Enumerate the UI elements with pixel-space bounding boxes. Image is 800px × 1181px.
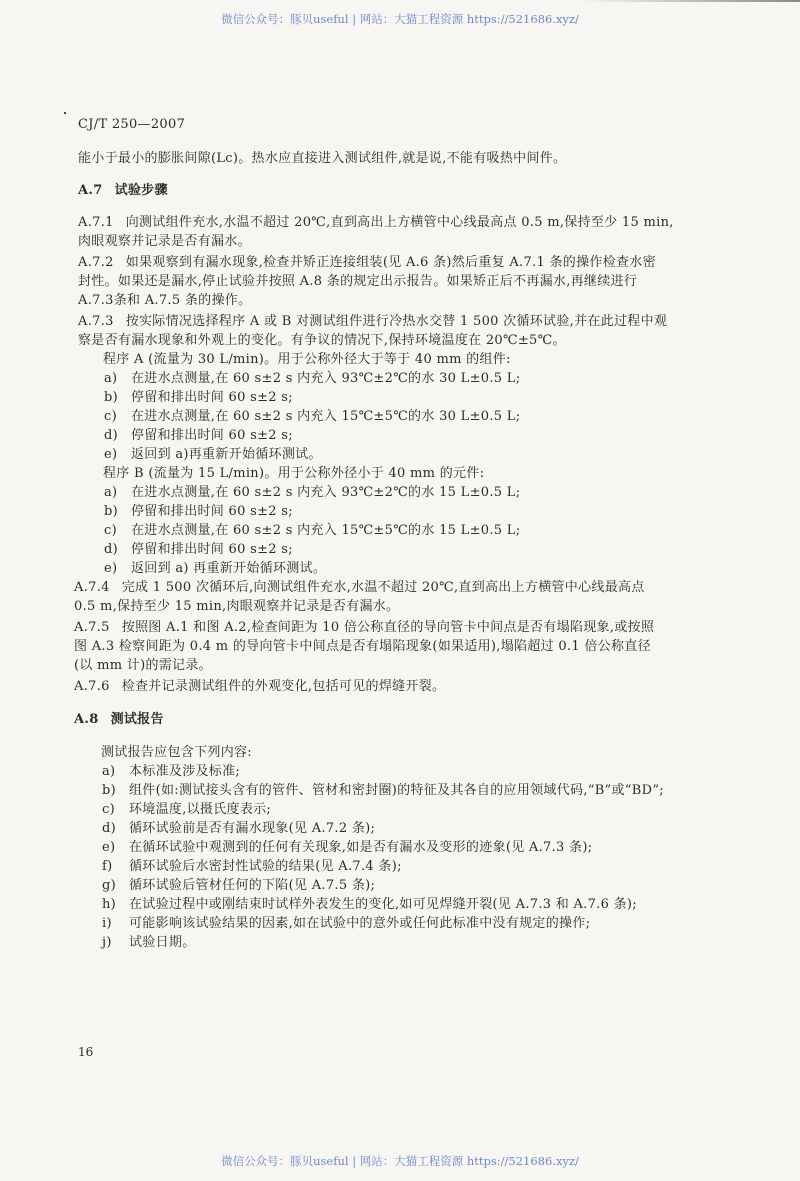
line-text: 试验日期。 bbox=[129, 935, 196, 950]
line-text: 试验步骤 bbox=[114, 183, 168, 198]
paragraph-line bbox=[78, 292, 251, 310]
list-item bbox=[104, 484, 521, 502]
line-text: 肉眼观察并记录是否有漏水。 bbox=[78, 234, 251, 249]
paragraph-line bbox=[78, 254, 656, 272]
list-item-label: b) bbox=[102, 783, 116, 798]
list-item-label: d) bbox=[102, 821, 116, 836]
line-text: 封性。如果还是漏水,停止试验并按照 A.8 条的规定出示报告。如果矫正后不再漏水,再继续进行 bbox=[78, 274, 638, 289]
paragraph-line bbox=[78, 332, 566, 350]
clause-number: A.7.3 bbox=[78, 314, 114, 329]
clause-number: A.7.4 bbox=[74, 580, 110, 595]
clause-number: A.8 bbox=[74, 712, 99, 727]
line-text: 向测试组件充水,水温不超过 20℃,直到高出上方横管中心线最高点 0.5 m,保持至少 15 min, bbox=[125, 215, 674, 230]
list-item-label: h) bbox=[102, 897, 117, 912]
list-item bbox=[102, 915, 591, 933]
list-item bbox=[102, 858, 402, 876]
line-text: 测试报告应包含下列内容: bbox=[101, 745, 252, 760]
paragraph-line bbox=[74, 579, 645, 597]
paragraph-line bbox=[78, 233, 251, 251]
list-item bbox=[104, 503, 293, 521]
document-code-header: CJ/T 250—2007 bbox=[78, 117, 186, 132]
line-text: 图 A.3 检察间距为 0.4 m 的导向管卡中间点是否有塌陷现象(如果适用),塌陷超过 0.1 倍公称直径 bbox=[74, 639, 651, 654]
list-item bbox=[102, 801, 272, 819]
list-item-label: e) bbox=[104, 447, 118, 462]
line-text: 环境温度,以摄氏度表示; bbox=[129, 802, 272, 817]
list-item bbox=[102, 934, 196, 952]
line-text: 在试验过程中或刚结束时试样外表发生的变化,如可见焊缝开裂(见 A.7.3 和 A.7.6 条); bbox=[129, 897, 637, 912]
list-item bbox=[104, 560, 327, 578]
list-item bbox=[104, 446, 322, 464]
watermark-top: 微信公众号：豚贝useful | 网站：大猫工程资源 https://521686.xyz/ bbox=[221, 12, 579, 26]
line-text: (以 mm 计)的需记录。 bbox=[74, 658, 212, 673]
paragraph-line bbox=[78, 150, 566, 168]
list-item-label: c) bbox=[104, 409, 117, 424]
line-text: 循环试验后水密封性试验的结果(见 A.7.4 条); bbox=[129, 859, 402, 874]
paragraph-line bbox=[74, 598, 399, 616]
line-text: 检查并记录测试组件的外观变化,包括可见的焊缝开裂。 bbox=[121, 679, 446, 694]
list-item bbox=[102, 839, 593, 857]
list-item bbox=[104, 522, 521, 540]
clause-number: A.7 bbox=[78, 183, 103, 198]
watermark-bottom: 微信公众号：豚贝useful | 网站：大猫工程资源 https://521686.xyz/ bbox=[221, 1154, 579, 1168]
line-text: 在进水点测量,在 60 s±2 s 内充入 93℃±2℃的水 15 L±0.5 L; bbox=[131, 485, 521, 500]
line-text: 程序 A (流量为 30 L/min)。用于公称外径大于等于 40 mm 的组件: bbox=[103, 352, 511, 367]
clause-number: A.7.5 bbox=[74, 620, 110, 635]
list-item bbox=[104, 408, 521, 426]
paragraph-line bbox=[103, 465, 484, 483]
list-item-label: a) bbox=[104, 371, 118, 386]
paragraph-line bbox=[103, 351, 511, 369]
line-text: 如果观察到有漏水现象,检查并矫正连接组装(见 A.6 条)然后重复 A.7.1 条的操作检查水密 bbox=[125, 255, 656, 270]
line-text: 能小于最小的膨胀间隙(Lc)。热水应直接进入测试组件,就是说,不能有吸热中间件。 bbox=[78, 151, 567, 166]
section-heading bbox=[78, 182, 168, 200]
line-text: 按实际情况选择程序 A 或 B 对测试组件进行冷热水交替 1 500 次循环试验,并在此过程中观 bbox=[125, 314, 668, 329]
list-item bbox=[102, 763, 241, 781]
line-text: 在进水点测量,在 60 s±2 s 内充入 15℃±5℃的水 15 L±0.5 L; bbox=[131, 523, 521, 538]
list-item bbox=[104, 427, 293, 445]
line-text: 循环试验后管材任何的下陷(见 A.7.5 条); bbox=[129, 878, 376, 893]
list-item-label: e) bbox=[102, 840, 116, 855]
list-item bbox=[102, 820, 376, 838]
list-item bbox=[102, 782, 664, 800]
paragraph-line bbox=[78, 273, 637, 291]
list-item-label: c) bbox=[104, 523, 117, 538]
list-item-label: e) bbox=[104, 561, 118, 576]
paragraph-line bbox=[74, 657, 212, 675]
clause-number: A.7.1 bbox=[78, 215, 114, 230]
line-text: 0.5 m,保持至少 15 min,肉眼观察并记录是否有漏水。 bbox=[74, 599, 400, 614]
list-item bbox=[104, 541, 293, 559]
line-text: 程序 B (流量为 15 L/min)。用于公称外径小于 40 mm 的元件: bbox=[103, 466, 485, 481]
line-text: 返回到 a) 再重新开始循环测试。 bbox=[131, 561, 327, 576]
list-item-label: f) bbox=[102, 859, 113, 874]
paragraph-line bbox=[74, 638, 651, 656]
section-heading bbox=[74, 711, 164, 729]
scan-speck bbox=[64, 112, 66, 114]
list-item-label: i) bbox=[102, 916, 112, 931]
page-number: 16 bbox=[78, 1045, 94, 1059]
line-text: 可能影响该试验结果的因素,如在试验中的意外或任何此标准中没有规定的操作; bbox=[129, 916, 591, 931]
line-text: 停留和排出时间 60 s±2 s; bbox=[131, 428, 293, 443]
line-text: 在进水点测量,在 60 s±2 s 内充入 93℃±2℃的水 30 L±0.5 L; bbox=[131, 371, 521, 386]
paragraph-line bbox=[74, 619, 654, 637]
list-item-label: c) bbox=[102, 802, 115, 817]
clause-number: A.7.2 bbox=[78, 255, 114, 270]
line-text: 在循环试验中观测到的任何有关现象,如是否有漏水及变形的迹象(见 A.7.3 条); bbox=[129, 840, 593, 855]
list-item-label: j) bbox=[102, 935, 112, 950]
list-item bbox=[102, 877, 376, 895]
paragraph-line bbox=[78, 313, 667, 331]
list-item bbox=[104, 370, 521, 388]
line-text: 停留和排出时间 60 s±2 s; bbox=[131, 390, 293, 405]
paragraph-line bbox=[74, 678, 445, 696]
line-text: A.7.3条和 A.7.5 条的操作。 bbox=[78, 293, 252, 308]
line-text: 按照图 A.1 和图 A.2,检查间距为 10 倍公称直径的导向管卡中间点是否有塌陷现象,或按照 bbox=[121, 620, 655, 635]
list-item-label: a) bbox=[104, 485, 118, 500]
list-item bbox=[104, 389, 293, 407]
list-item-label: b) bbox=[104, 390, 118, 405]
line-text: 在进水点测量,在 60 s±2 s 内充入 15℃±5℃的水 30 L±0.5 L; bbox=[131, 409, 521, 424]
list-item-label: d) bbox=[104, 428, 118, 443]
line-text: 本标准及涉及标准; bbox=[129, 764, 241, 779]
line-text: 返回到 a)再重新开始循环测试。 bbox=[131, 447, 322, 462]
list-item bbox=[102, 896, 637, 914]
line-text: 测试报告 bbox=[110, 712, 164, 727]
line-text: 停留和排出时间 60 s±2 s; bbox=[131, 504, 293, 519]
list-item-label: d) bbox=[104, 542, 118, 557]
scan-edge bbox=[580, 0, 800, 2]
list-item-label: b) bbox=[104, 504, 118, 519]
list-item-label: a) bbox=[102, 764, 116, 779]
line-text: 组件(如:测试接头含有的管件、管材和密封圈)的特征及其各自的应用领域代码,“B”或“BD”; bbox=[129, 783, 664, 798]
line-text: 循环试验前是否有漏水现象(见 A.7.2 条); bbox=[129, 821, 376, 836]
paragraph-line bbox=[101, 744, 252, 762]
line-text: 察是否有漏水现象和外观上的变化。有争议的情况下,保持环境温度在 20℃±5℃。 bbox=[78, 333, 566, 348]
clause-number: A.7.6 bbox=[74, 679, 110, 694]
line-text: 完成 1 500 次循环后,向测试组件充水,水温不超过 20℃,直到高出上方横管中心线最高点 bbox=[121, 580, 645, 595]
list-item-label: g) bbox=[102, 878, 116, 893]
paragraph-line bbox=[78, 214, 674, 232]
line-text: 停留和排出时间 60 s±2 s; bbox=[131, 542, 293, 557]
